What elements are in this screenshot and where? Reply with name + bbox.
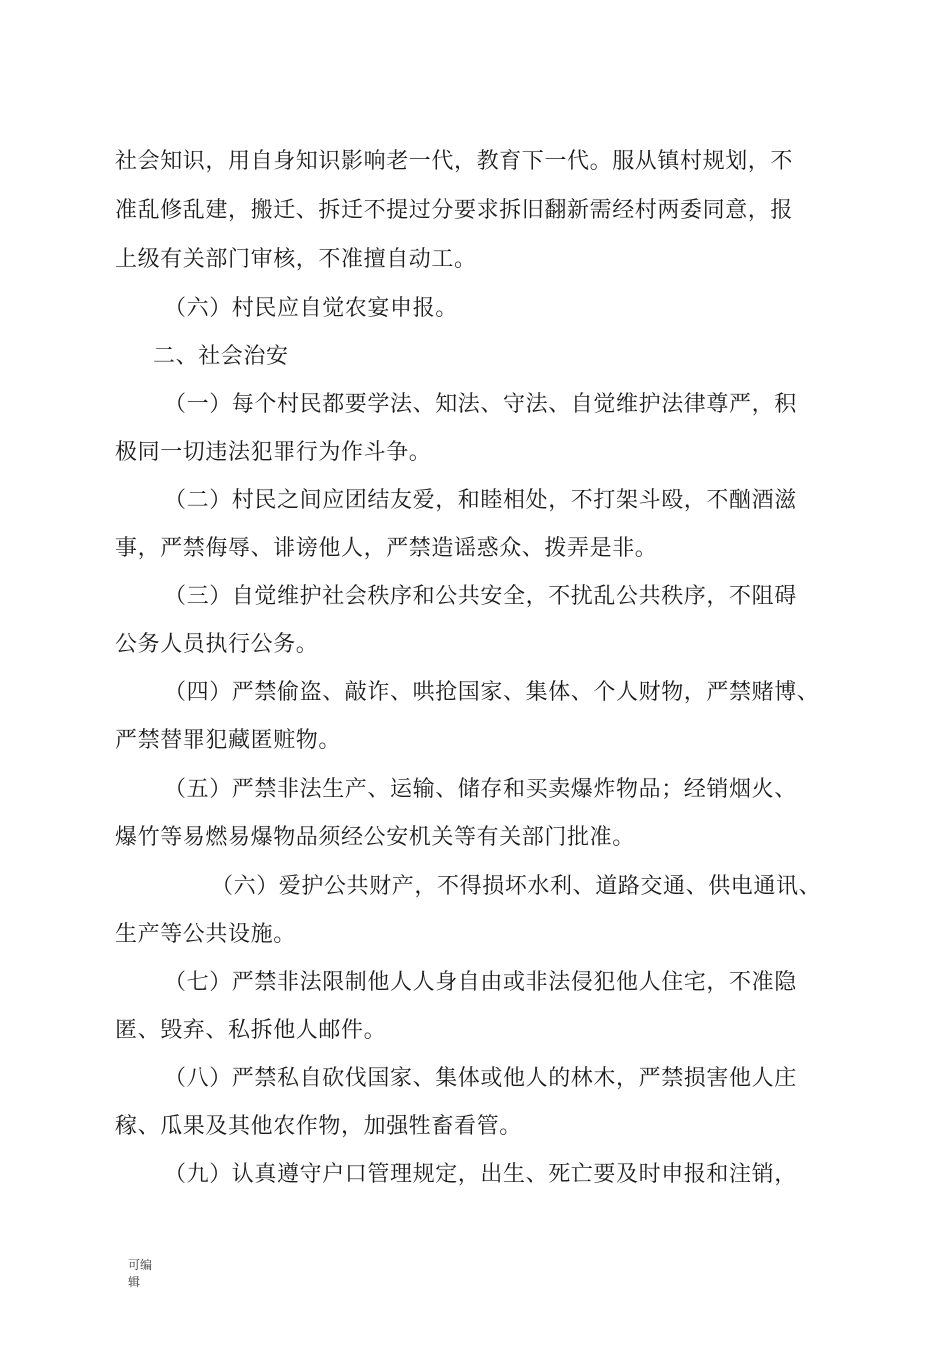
text-line: 生产等公共设施。 xyxy=(115,922,296,947)
text-line: （二）村民之间应团结友爱，和睦相处，不打架斗殴，不酗酒滋 xyxy=(164,488,797,513)
text-line: 公务人员执行公务。 xyxy=(115,632,319,657)
section-heading: 二、社会治安 xyxy=(153,344,289,369)
text-line: （三）自觉维护社会秩序和公共安全，不扰乱公共秩序，不阻碍 xyxy=(164,584,797,609)
text-line: （六）爱护公共财产，不得损坏水利、道路交通、供电通讯、 xyxy=(211,874,822,899)
text-line: （五）严禁非法生产、运输、储存和买卖爆炸物品；经销烟火、 xyxy=(164,777,797,802)
editable-footer-note: 可编辑 xyxy=(128,1258,153,1289)
text-line: 匿、毁弃、私拆他人邮件。 xyxy=(115,1018,387,1043)
text-line: 极同一切违法犯罪行为作斗争。 xyxy=(115,440,432,465)
text-line: 严禁替罪犯藏匿赃物。 xyxy=(115,728,342,753)
text-line: 爆竹等易燃易爆物品须经公安机关等有关部门批准。 xyxy=(115,825,635,850)
text-line: 社会知识，用自身知识影响老一代，教育下一代。服从镇村规划，不 xyxy=(115,149,794,174)
text-line: 准乱修乱建，搬迁、拆迁不提过分要求拆旧翻新需经村两委同意，报 xyxy=(115,198,794,223)
text-line: （四）严禁偷盗、敲诈、哄抢国家、集体、个人财物，严禁赌博、 xyxy=(164,680,820,705)
text-line: 稼、瓜果及其他农作物，加强牲畜看管。 xyxy=(115,1114,522,1139)
text-line: 事，严禁侮辱、诽谤他人，严禁造谣惑众、拨弄是非。 xyxy=(115,536,658,561)
text-line: （六）村民应自觉农宴申报。 xyxy=(164,296,458,321)
text-line: （九）认真遵守户口管理规定，出生、死亡要及时申报和注销， xyxy=(164,1162,797,1187)
text-line: （一）每个村民都要学法、知法、守法、自觉维护法律尊严，积 xyxy=(164,392,797,417)
text-line: （八）严禁私自砍伐国家、集体或他人的林木，严禁损害他人庄 xyxy=(164,1066,797,1091)
text-line: （七）严禁非法限制他人人身自由或非法侵犯他人住宅，不准隐 xyxy=(164,970,797,995)
text-line: 上级有关部门审核，不准擅自动工。 xyxy=(115,247,477,272)
